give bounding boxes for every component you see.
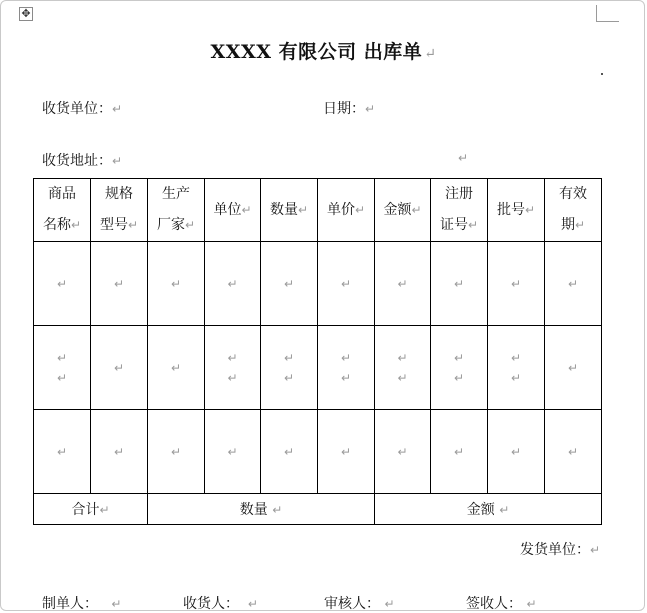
- table-cell[interactable]: ↵: [205, 410, 261, 494]
- total-label-cell[interactable]: 合计↵: [34, 494, 148, 525]
- paragraph-mark-icon: ↵: [458, 151, 469, 165]
- received-by-label: 收货人：: [183, 596, 239, 612]
- table-cell[interactable]: ↵ ↵: [261, 326, 318, 410]
- table-cell[interactable]: ↵ ↵: [318, 326, 375, 410]
- reviewed-by-label: 审核人：: [324, 596, 380, 612]
- prepared-by-field[interactable]: 制单人： ↵: [42, 596, 122, 612]
- table-row: [34, 410, 602, 494]
- address-end-mark: [458, 150, 468, 166]
- header-cell-product-name[interactable]: 商品 名称↵: [34, 179, 91, 242]
- outbound-table: [33, 178, 602, 525]
- header-cell-quantity[interactable]: 数量↵: [261, 179, 318, 242]
- table-cell[interactable]: ↵: [205, 242, 261, 326]
- table-cell[interactable]: ↵: [148, 242, 205, 326]
- page-corner-mark: [596, 5, 619, 22]
- table-cell[interactable]: ↵: [318, 242, 375, 326]
- paragraph-mark-icon: ↵: [590, 543, 601, 557]
- paragraph-mark-icon: ↵: [424, 46, 437, 62]
- header-cell-amount[interactable]: 金额↵: [375, 179, 431, 242]
- margin-dot: [601, 73, 603, 75]
- received-by-field[interactable]: 收货人： ↵: [183, 596, 258, 612]
- table-cell[interactable]: ↵: [545, 326, 602, 410]
- table-cell[interactable]: ↵: [375, 242, 431, 326]
- table-cell[interactable]: ↵: [261, 242, 318, 326]
- reviewed-by-field[interactable]: 审核人： ↵: [324, 596, 395, 612]
- total-quantity-cell[interactable]: 数量 ↵: [148, 494, 375, 525]
- table-cell[interactable]: ↵ ↵: [205, 326, 261, 410]
- table-header-row: [34, 179, 602, 242]
- total-amount-cell[interactable]: 金额 ↵: [375, 494, 602, 525]
- consignee-unit-field[interactable]: [42, 98, 122, 118]
- table-move-handle-icon[interactable]: ✥: [19, 7, 33, 21]
- shipper-unit-field[interactable]: [520, 539, 600, 559]
- table-cell[interactable]: ↵: [431, 242, 488, 326]
- table-cell[interactable]: ↵: [261, 410, 318, 494]
- date-label: 日期：: [323, 101, 365, 117]
- header-cell-batch-no[interactable]: 批号↵: [488, 179, 545, 242]
- consignee-address-field[interactable]: [42, 150, 122, 170]
- header-cell-unit-price[interactable]: 单价↵: [318, 179, 375, 242]
- date-field[interactable]: [323, 98, 375, 118]
- table-cell[interactable]: ↵ ↵: [375, 326, 431, 410]
- header-cell-expiry[interactable]: 有效 期↵: [545, 179, 602, 242]
- table-cell[interactable]: ↵: [375, 410, 431, 494]
- table-cell[interactable]: ↵: [91, 326, 148, 410]
- table-cell[interactable]: ↵: [488, 242, 545, 326]
- header-cell-unit[interactable]: 单位↵: [205, 179, 261, 242]
- shipper-unit-label: 发货单位：: [520, 542, 590, 558]
- table-cell[interactable]: ↵: [91, 410, 148, 494]
- table-cell[interactable]: ↵ ↵: [34, 326, 91, 410]
- header-cell-registration-no[interactable]: 注册 证号↵: [431, 179, 488, 242]
- signed-by-field[interactable]: 签收人： ↵: [466, 596, 537, 612]
- table-total-row: [34, 494, 602, 525]
- table-cell[interactable]: ↵: [148, 410, 205, 494]
- table-cell[interactable]: ↵: [545, 242, 602, 326]
- table-cell[interactable]: ↵: [488, 410, 545, 494]
- table-row: [34, 326, 602, 410]
- table-cell[interactable]: ↵: [91, 242, 148, 326]
- table-cell[interactable]: ↵: [34, 410, 91, 494]
- form-title: [0, 37, 647, 64]
- table-cell[interactable]: ↵: [318, 410, 375, 494]
- paragraph-mark-icon: ↵: [112, 102, 123, 116]
- table-cell[interactable]: ↵ ↵: [431, 326, 488, 410]
- signed-by-label: 签收人：: [466, 596, 522, 612]
- consignee-address-label: 收货地址：: [42, 153, 112, 169]
- table-cell[interactable]: ↵ ↵: [488, 326, 545, 410]
- table-cell[interactable]: ↵: [431, 410, 488, 494]
- header-cell-spec-model[interactable]: 规格 型号↵: [91, 179, 148, 242]
- consignee-unit-label: 收货单位：: [42, 101, 112, 117]
- prepared-by-label: 制单人：: [42, 596, 98, 612]
- paragraph-mark-icon: ↵: [365, 102, 376, 116]
- form-title-text: XXXX 有限公司 出库单: [210, 41, 423, 63]
- table-row: [34, 242, 602, 326]
- table-cell[interactable]: ↵: [545, 410, 602, 494]
- header-cell-manufacturer[interactable]: 生产 厂家↵: [148, 179, 205, 242]
- table-cell[interactable]: ↵: [34, 242, 91, 326]
- table-cell[interactable]: ↵: [148, 326, 205, 410]
- paragraph-mark-icon: ↵: [112, 154, 123, 168]
